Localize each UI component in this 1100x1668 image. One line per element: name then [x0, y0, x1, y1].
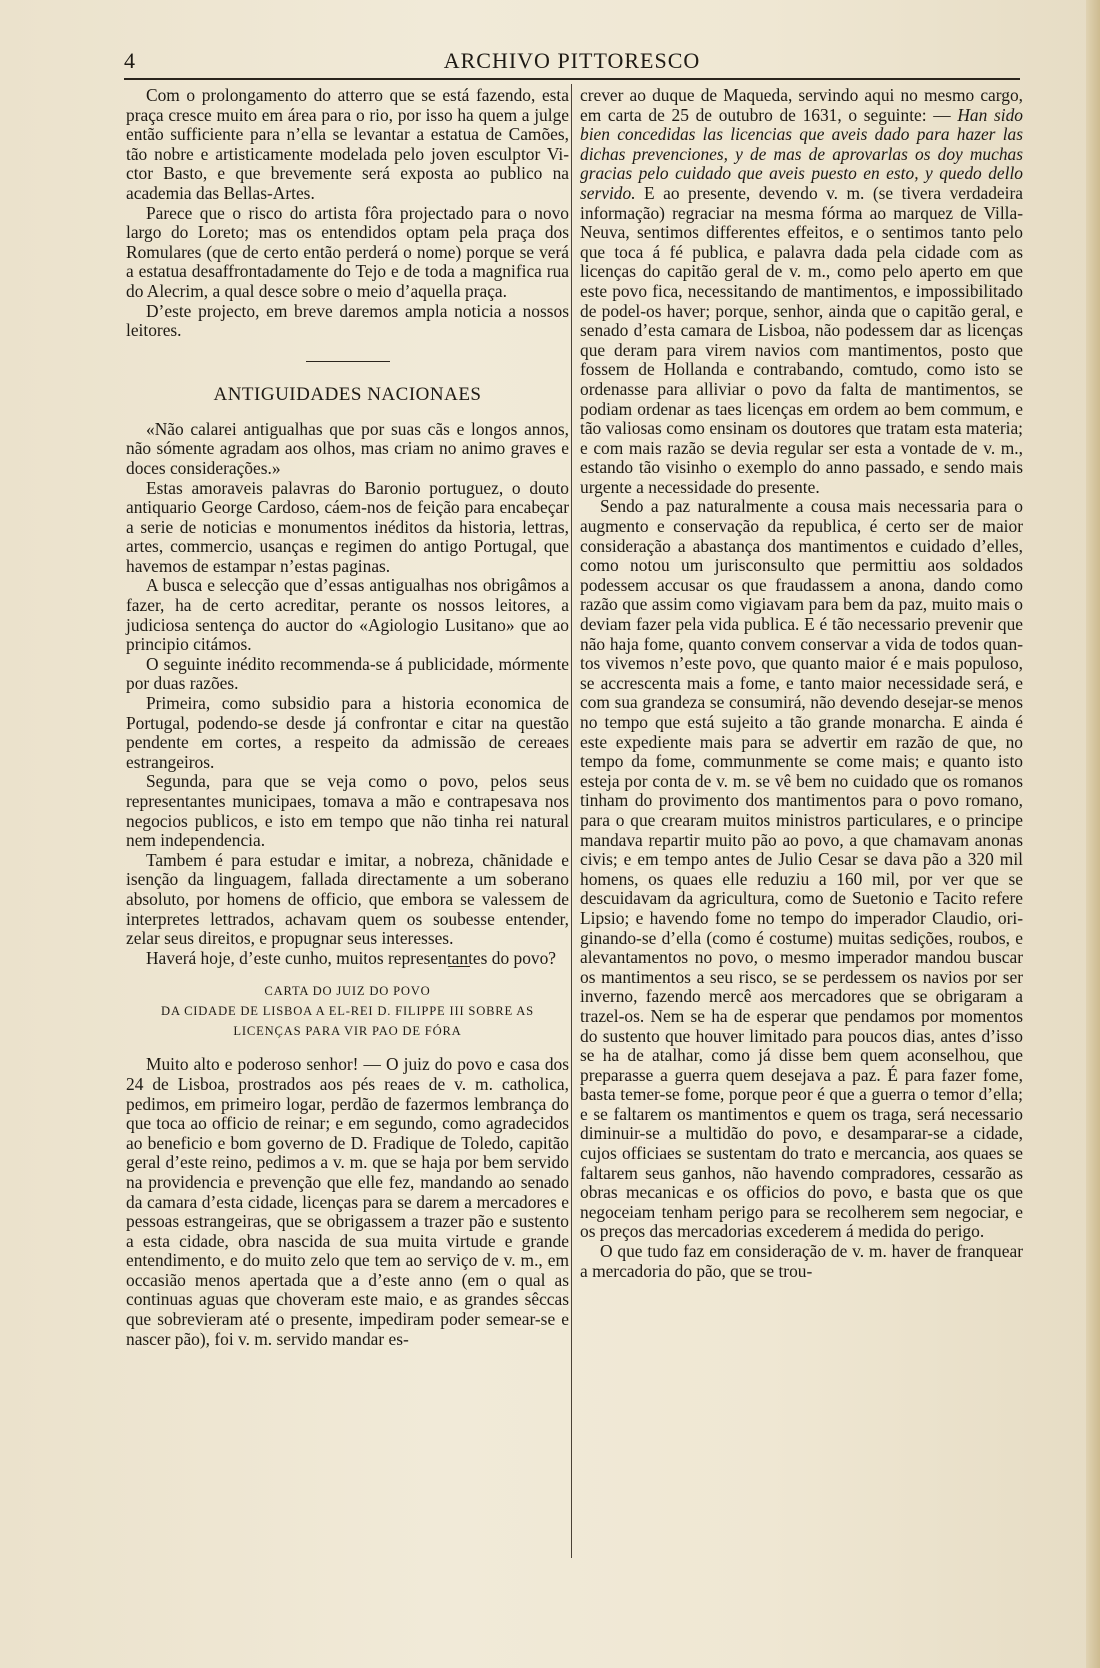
left-column — [126, 86, 569, 1349]
paragraph: Haverá hoje, d’este cunho, muitos representantes do povo? — [146, 947, 556, 968]
section-separator — [306, 361, 390, 362]
paragraph: Parece que o risco do artista fôra projectado para o novo largo do Loreto; mas os entendidos optam pela praça dos Romulares (que de certo então perderá o nome) porque se verá a estatua desaffrontadamente do Tejo e de toda a magnifica rua do Alecrim, a qual desce sobre o meio d’aquella praça. — [126, 202, 569, 301]
letter-title-line: CARTA DO JUIZ DO POVO — [264, 984, 431, 999]
text-run: E ao presente, devendo v. m. (se tivera verdadeira informação) regraciar na mesma fórma ao marquez de Villa-Neuva, sentimos differentes effeitos, e o sentimos tanto pelo que toca á fé publica, e palavra dada pela cidade com as licenças do capitão geral de v. m., como pelo aperto em que este povo fica, necessitando de mantimentos, e impossibilitado de podel-os haver; porque, senhor, ainda que o capitão geral, e senado d’esta camara de Lisboa, não podessem dar as licenças que deram para virem navios com mantimentos, posto que fossem de Hollanda e contrabando, comtudo, como isto se ordenasse para alliviar o povo da falta de mantimentos, se podiam ordenar as taes licenças em ordem ao bem commum, e tão valiosas como ensinam os doutores que tratam esta materia; e com mais razão se devia regular ser esta a vontade de v. m., estando tão visinho o exemplo do anno passado, e sendo mais urgente a necessidade do presente. — [580, 182, 1023, 497]
paragraph: O que tudo faz em consideração de v. m. haver de franquear a mercadoria do pão, que se trou- — [580, 1241, 1023, 1281]
paragraph: Com o prolongamento do atterro que se está fazendo, esta praça cresce muito em área para o rio, por isso ha quem a julge então sufficiente para n’ella se levantar a estatua de Camões, tão nobre e artisticamente modelada pelo joven esculptor Victor Basto, e que brevemente será exposta ao publico na academia das Bellas-Artes. — [126, 85, 569, 203]
paragraph: D’este projecto, em breve daremos ampla noticia a nossos leitores. — [126, 300, 569, 341]
text-run: crever ao duque de Maqueda, servindo aqui no mesmo cargo, em carta de 25 de outubro de 1631, o seguinte: — — [580, 85, 1023, 125]
page-edge — [1086, 0, 1100, 1668]
section-title: ANTIGUIDADES NACIONAES — [213, 383, 482, 405]
paragraph: Muito alto e poderoso senhor! — O juiz do povo e casa dos 24 de Lisboa, prostrados aos pés reaes de v. m. catholica, pedimos, em primeiro logar, perdão de fazermos lembrança do que toca ao officio de reinar; e em segundo, como agradecidos ao beneficio e bom governo de D. Fradique de Toledo, capitão geral d’este reino, pedimos a v. m. que se haja por bem servido na providencia e prevenção que elle fez, mandando ao senado da camara d’esta cidade, licenças para se darem a mercadores e pessoas estrangeiras, que se obrigassem a trazer pão e sustento a esta cidade, obra nascida de sua muita virtude e grande entendimento, e do muito zelo que tem ao serviço de v. m., em occasião menos apertada que a d’este anno (em o qual as continuas aguas que choveram este maio, e as grandes sêccas que sobrevieram até o presente, impediram poder semear-se e nascer pão), foi v. m. servido mandar es- — [126, 1054, 569, 1349]
paragraph: Tambem é para estudar e imitar, a nobreza, chãnidade e isenção da linguagem, fallada directamente a um soberano absoluto, por homens de officio, que embora se valessem de interpretes lettrados, achavam quem os soubesse entender, zelar seus direitos, e propugnar seus interesses. — [126, 849, 569, 949]
header-rule — [124, 78, 1020, 80]
paragraph: Segunda, para que se veja como o povo, pelos seus representantes municipaes, tomava a mão e contrapesava nos negocios publicos, e isto em tempo que não tinha rei natural nem independencia. — [126, 771, 569, 851]
page-number: 4 — [124, 48, 135, 73]
letter-title-line: DA CIDADE DE LISBOA A EL-REI D. FILIPPE III SOBRE AS — [161, 1004, 534, 1019]
paragraph: Sendo a paz naturalmente a cousa mais necessaria para o augmento e conservação da republica, é certo ser de maior consideração a abastança dos mantimentos e cuidado d’elles, como notou um jurisconsulto que permittiu aos soldados podessem accusar os que fraudassem a anona, dando como razão que assim como vigiavam para bem da paz, muito mais o deviam fazer pela vida publica. E é tão necessario prevenir que não haja fome, quanto convem conservar a vida de todos quantos vivemos n’este povo, que quanto maior é e mais populoso, se accrescenta mais a fome, e tanto maior necessidade será, e com sua grandeza se consumirá, não devendo desejar-se menos no tempo que está sujeito a tão grande monarcha. E ainda é este expediente mais para se advertir em razão de que, no tempo da fome, communmente se come mais; e quanto isto esteja por conta de v. m. se vê bem no cuidado que os romanos tinham do provimento dos mantimentos para o povo romano, para o que crearam muitos ministros particulares, e o principe mandava repartir muito pão ao povo, a que chamavam anonas civis; e em tempo antes de Julio Cesar se dava pão a 320 mil homens, os quaes elle reduziu a 160 mil, por ver que se descuidavam da agricultura, como de Suetonio e Tacito refere Lipsio; e havendo fome no tempo do imperador Claudio, originando-se d’ella (como é costume) muitas sedições, roubos, e alevantamentos no povo, o mesmo imperador mandou buscar os mantimentos a seu risco, se se perdessem os navios por ser inverno, fazendo mercê aos mercadores que se obrigaram a trazel-os. Nem se ha de esperar que pendamos por momentos do sustento que houver limitado para poucos dias, antes d’isso se ha de atalhar, como já disse bem quem aconselhou, que preparasse a guerra quem desejava a paz. É para fazer fome, basta temer-se fome, porque peor é que a guerra o temor d’ella; e se faltarem os mantimentos e quem os traga, será necessario diminuir-se a multidão do povo, e desamparar-se a cidade, cujos officiaes se sustentam do trato e mercancia, aos quaes se faltarem seus ganhos, não havendo compradores, cessarão as obras mecanicas e os officios do povo, e basta que os que negoceiam tenham perigo para se recolherem sem negociar, e os preços das mercadorias excederem á medida do perigo. — [580, 496, 1023, 1242]
letter-title-line: LICENÇAS PARA VIR PAO DE FÓRA — [233, 1024, 462, 1039]
paragraph — [580, 86, 1023, 497]
column-divider — [571, 84, 572, 1558]
paragraph: A busca e selecção que d’essas antigualhas nos obrigâmos a fazer, ha de certo acreditar, perante os nossos leitores, a judiciosa sentença do auctor do «Agiologio Lusitano» que ao principio citámos. — [126, 575, 569, 655]
running-title: ARCHIVO PITTORESCO — [443, 48, 701, 73]
right-column — [580, 86, 1023, 1281]
page-header — [124, 44, 1020, 78]
spanish-quote: Han sido bien concedidas las licencias que aveis dado para hazer las dichas prevenciones, y de mas de aprovarlas os doy muchas gracias pelo cuidado que aveis puesto en esto, y quedo dello servido. — [580, 104, 1023, 203]
paragraph: Estas amoraveis palavras do Baronio portuguez, o douto antiquario George Cardoso, cáem-nos de feição para encabeçar a serie de noticias e monumentos inéditos da historia, lettras, artes, commercio, usanças e regimen do antigo Portugal, que havemos de estampar n’estas paginas. — [126, 477, 569, 576]
letter-title — [126, 981, 569, 1041]
epigraph-quote: «Não calarei antigualhas que por suas cãs e longos annos, não sómente agradam aos olhos, mas criam no animo graves e doces considerações.» — [126, 418, 569, 478]
paragraph: Primeira, como subsidio para a historia economica de Portugal, podendo-se desde já confrontar e citar na questão pendente em cortes, a respeito da admissão de cereaes estrangeiros. — [126, 693, 569, 772]
paragraph: O seguinte inédito recommenda-se á publicidade, mórmente por duas razões. — [126, 653, 569, 694]
